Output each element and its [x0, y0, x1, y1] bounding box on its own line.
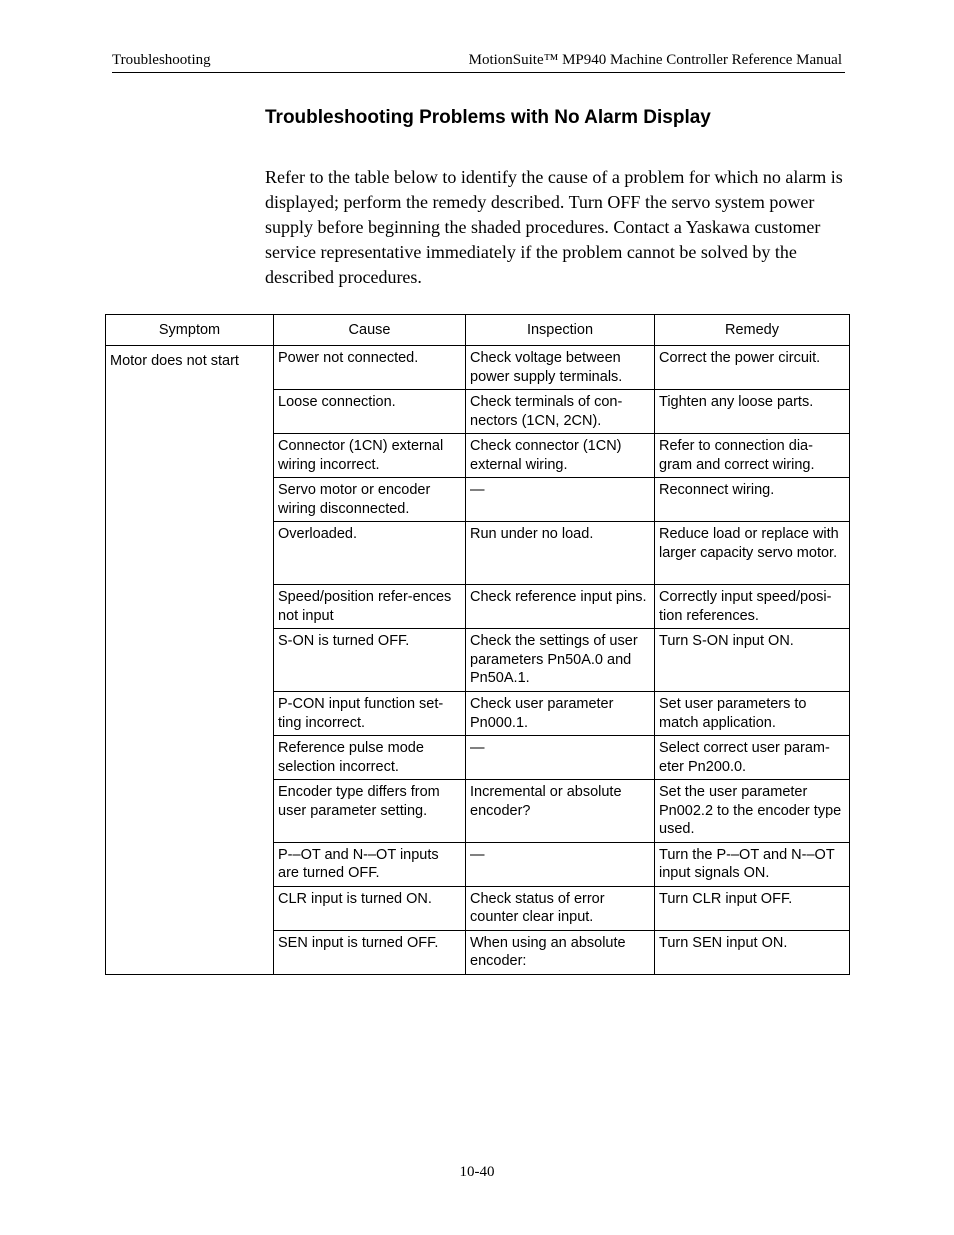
column-header-remedy: Remedy: [655, 315, 850, 346]
inspection-cell: Run under no load.: [466, 522, 655, 585]
remedy-cell: Turn SEN input ON.: [655, 930, 850, 974]
remedy-cell: Correctly input speed/posi-tion references.: [655, 585, 850, 629]
column-header-symptom: Symptom: [106, 315, 274, 346]
table-header-row: [106, 315, 850, 346]
inspection-cell: Check connector (1CN) external wiring.: [466, 434, 655, 478]
cause-cell: Reference pulse mode selection incorrect.: [274, 736, 466, 780]
remedy-cell: Turn S-ON input ON.: [655, 629, 850, 692]
cause-cell: P-–OT and N-–OT inputs are turned OFF.: [274, 842, 466, 886]
header-section-title: Troubleshooting: [112, 52, 211, 68]
cause-cell: Overloaded.: [274, 522, 466, 585]
header-manual-title: MotionSuite™ MP940 Machine Controller Reference Manual: [468, 52, 842, 68]
troubleshooting-table: [105, 314, 850, 975]
column-header-inspection: Inspection: [466, 315, 655, 346]
inspection-cell: Check user parameter Pn000.1.: [466, 692, 655, 736]
inspection-cell: —: [466, 478, 655, 522]
remedy-cell: Set the user parameter Pn002.2 to the encoder type used.: [655, 780, 850, 843]
page-title: Troubleshooting Problems with No Alarm Display: [265, 107, 711, 128]
cause-cell: Servo motor or encoder wiring disconnected.: [274, 478, 466, 522]
inspection-cell: When using an absolute encoder:: [466, 930, 655, 974]
page-number: 10-40: [459, 1164, 495, 1180]
table-row: [106, 346, 850, 390]
inspection-cell: Incremental or absolute encoder?: [466, 780, 655, 843]
inspection-cell: Check voltage between power supply terminals.: [466, 346, 655, 390]
remedy-cell: Tighten any loose parts.: [655, 390, 850, 434]
remedy-cell: Reconnect wiring.: [655, 478, 850, 522]
cause-cell: CLR input is turned ON.: [274, 886, 466, 930]
header-rule: [112, 72, 845, 73]
cause-cell: Speed/position refer-ences not input: [274, 585, 466, 629]
inspection-cell: Check reference input pins.: [466, 585, 655, 629]
cause-cell: SEN input is turned OFF.: [274, 930, 466, 974]
symptom-cell: Motor does not start: [106, 346, 274, 975]
inspection-cell: —: [466, 736, 655, 780]
inspection-cell: Check the settings of user parameters Pn50A.0 and Pn50A.1.: [466, 629, 655, 692]
remedy-cell: Turn the P-–OT and N-–OT input signals ON.: [655, 842, 850, 886]
cause-cell: Loose connection.: [274, 390, 466, 434]
cause-cell: Power not connected.: [274, 346, 466, 390]
remedy-cell: Set user parameters to match application.: [655, 692, 850, 736]
remedy-cell: Correct the power circuit.: [655, 346, 850, 390]
intro-paragraph: Refer to the table below to identify the cause of a problem for which no alarm is displayed; perform the remedy described. Turn OFF the servo system power supply before beginning the shaded procedures. Contact a Yaskawa customer service representative immediately if the problem cannot be solved by the described procedures.: [265, 167, 843, 287]
remedy-cell: Reduce load or replace with larger capacity servo motor.: [655, 522, 850, 585]
inspection-cell: —: [466, 842, 655, 886]
cause-cell: Connector (1CN) external wiring incorrect.: [274, 434, 466, 478]
inspection-cell: Check status of error counter clear input.: [466, 886, 655, 930]
inspection-cell: Check terminals of con-nectors (1CN, 2CN).: [466, 390, 655, 434]
remedy-cell: Refer to connection dia-gram and correct wiring.: [655, 434, 850, 478]
remedy-cell: Turn CLR input OFF.: [655, 886, 850, 930]
cause-cell: Encoder type differs from user parameter setting.: [274, 780, 466, 843]
cause-cell: P-CON input function set-ting incorrect.: [274, 692, 466, 736]
column-header-cause: Cause: [274, 315, 466, 346]
remedy-cell: Select correct user param-eter Pn200.0.: [655, 736, 850, 780]
cause-cell: S-ON is turned OFF.: [274, 629, 466, 692]
